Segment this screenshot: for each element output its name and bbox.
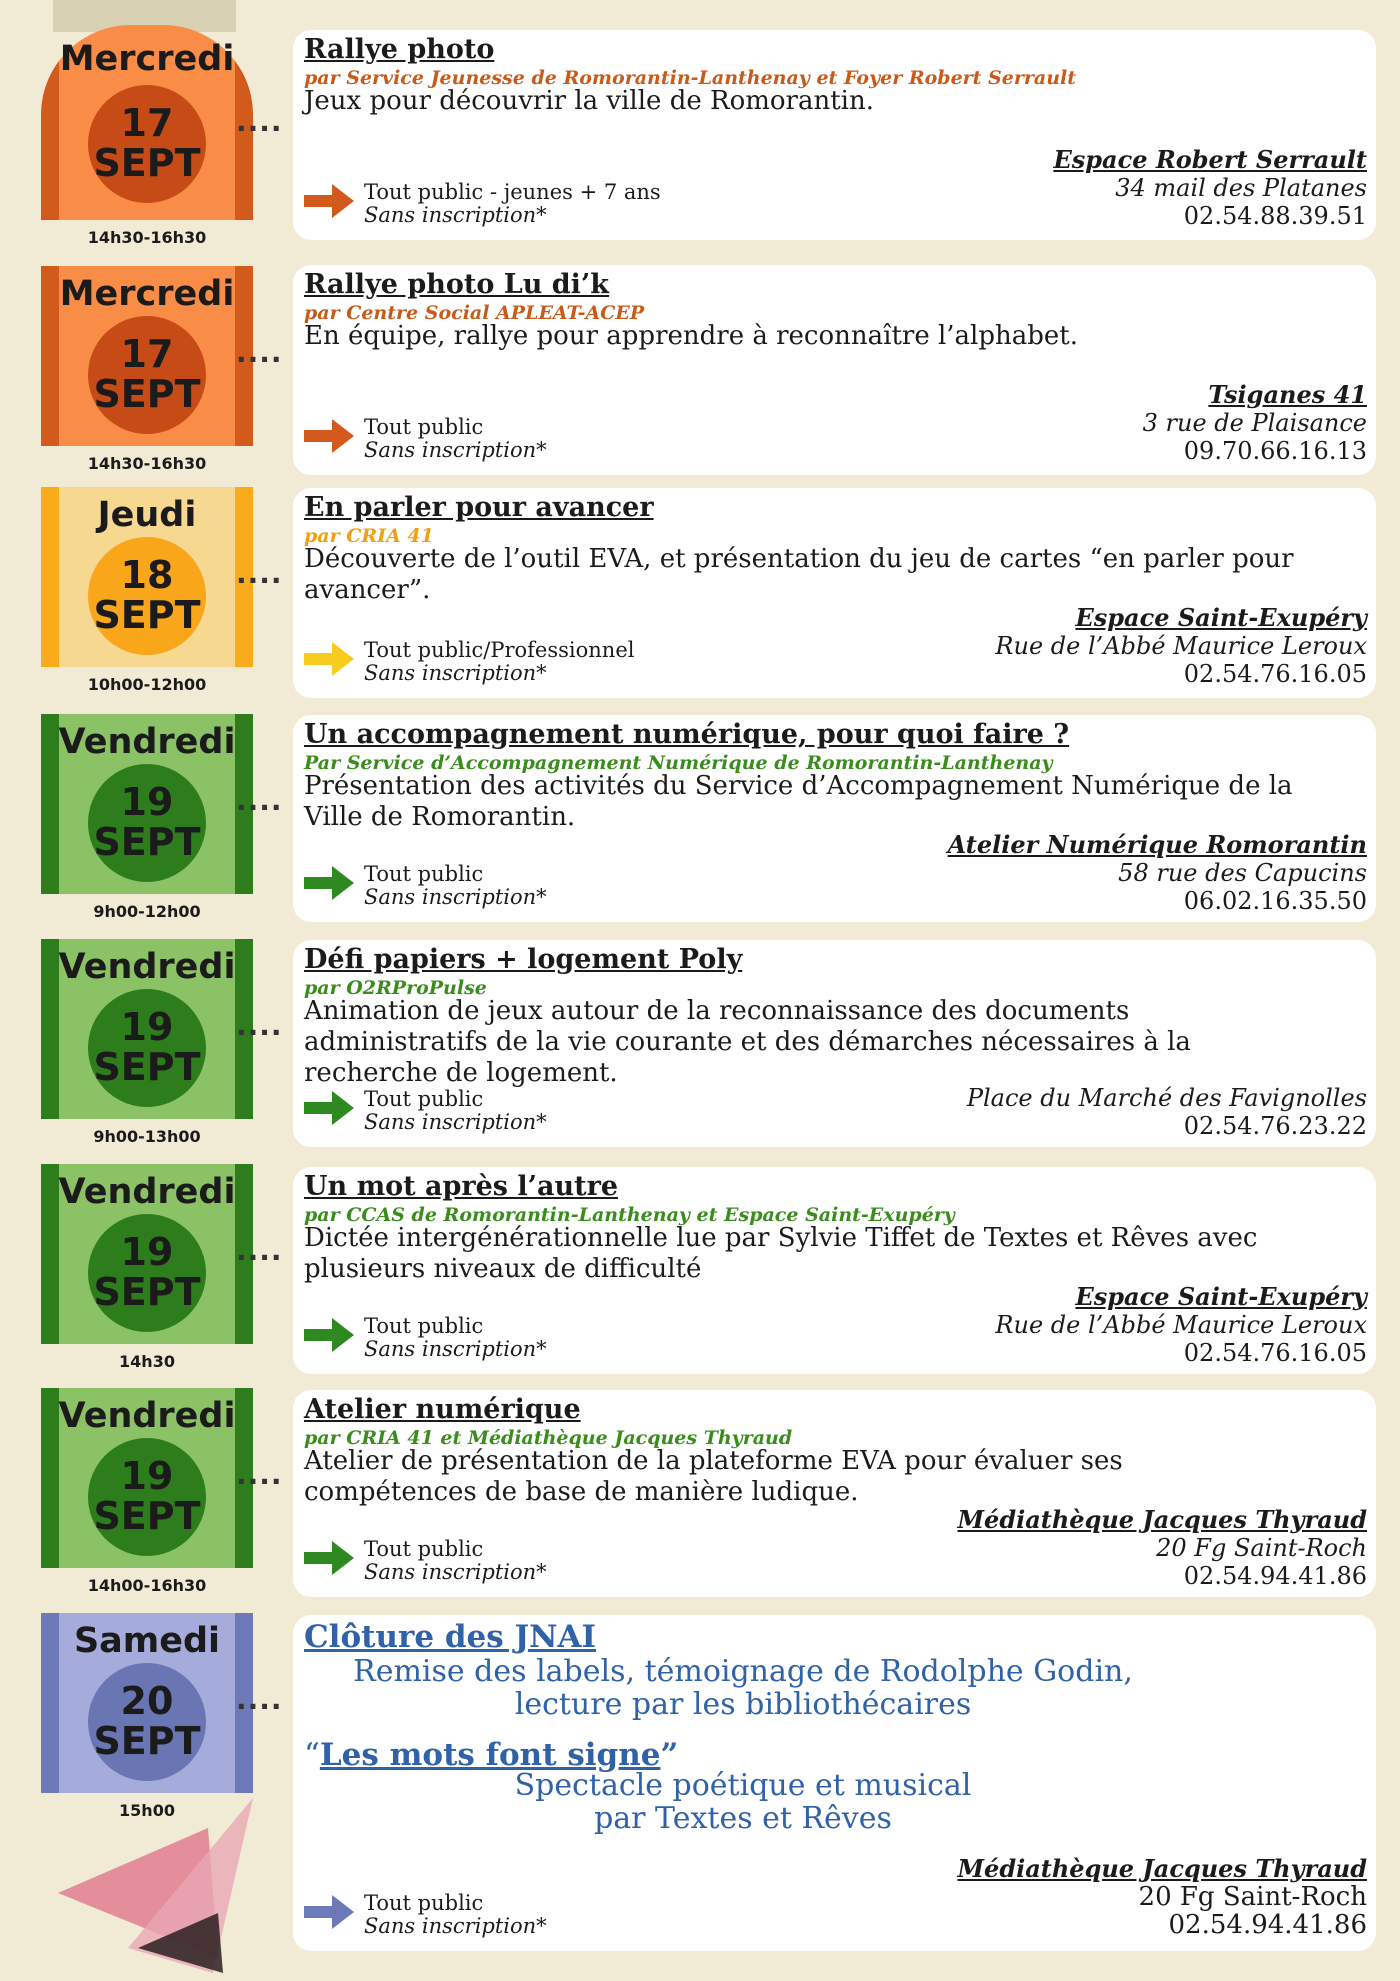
location-place: Tsiganes 41: [1208, 380, 1367, 409]
event-description: Atelier de présentation de la plateforme EVA pour évaluer ses compétences de base de manière ludique.: [304, 1446, 1123, 1507]
location-phone: 09.70.66.16.13: [1183, 437, 1367, 465]
location-address: Rue de l’Abbé Maurice Leroux: [995, 1311, 1367, 1339]
triangle-decoration-icon: [58, 1798, 258, 1973]
event-description: Jeux pour découvrir la ville de Romorantin.: [304, 86, 874, 116]
event-title: Rallye photo Lu di’k: [304, 269, 609, 300]
date-time: 9h00-12h00: [93, 902, 201, 921]
location-place: Atelier Numérique Romorantin: [947, 830, 1367, 859]
connector-dots: ....: [236, 557, 283, 590]
date-circle: [88, 85, 206, 203]
connector-dots: ....: [236, 1683, 283, 1716]
event-location: [1053, 146, 1367, 230]
location-address: 20 Fg Saint-Roch: [1156, 1534, 1367, 1562]
date-day: Jeudi: [97, 495, 197, 535]
event-audience: [364, 863, 547, 909]
connector-dots: ....: [236, 105, 283, 138]
location-phone: 02.54.76.23.22: [1183, 1112, 1367, 1140]
inscription-label: Sans inscription*: [364, 203, 547, 227]
location-place: Médiathèque Jacques Thyraud: [957, 1854, 1367, 1883]
event-audience: [364, 1538, 547, 1584]
inscription-label: Sans inscription*: [364, 661, 547, 685]
date-day: Vendredi: [58, 947, 236, 987]
event-card: [293, 30, 1376, 240]
date-day: Mercredi: [59, 274, 235, 314]
date-month: SEPT: [93, 593, 201, 637]
event-description: Découverte de l’outil EVA, et présentation du jeu de cartes “en parler pour avancer”.: [304, 544, 1294, 605]
audience-label: Tout public: [364, 1314, 484, 1338]
event-card: [293, 488, 1376, 698]
location-phone: 06.02.16.35.50: [1183, 887, 1367, 915]
inscription-label: Sans inscription*: [364, 1110, 547, 1134]
event-organizer: par CRIA 41: [304, 525, 434, 547]
date-day: Samedi: [73, 1621, 221, 1661]
arrow-right-icon: [304, 1541, 354, 1575]
event-title: Défi papiers + logement Poly: [304, 944, 743, 975]
date-month: SEPT: [93, 820, 201, 864]
arrow-right-icon: [304, 419, 354, 453]
event-card: [293, 265, 1376, 475]
date-number: 19: [120, 1454, 174, 1499]
event-description: Dictée intergénérationnelle lue par Sylvie Tiffet de Textes et Rêves avec plusieurs niveaux de difficulté: [304, 1223, 1258, 1284]
event-location: [995, 1283, 1367, 1367]
event-location: [1143, 381, 1367, 465]
arrow-right-icon: [304, 866, 354, 900]
location-address: 58 rue des Capucins: [1118, 859, 1367, 887]
date-time: 10h00-12h00: [87, 675, 207, 694]
event-organizer: par Centre Social APLEAT-ACEP: [304, 302, 645, 324]
inscription-label: Sans inscription*: [364, 438, 547, 462]
location-place: Espace Robert Serrault: [1053, 145, 1367, 174]
inscription-label: Sans inscription*: [364, 1914, 547, 1938]
arrow-right-icon: [304, 184, 354, 218]
connector-dots: ....: [236, 1009, 283, 1042]
date-time: 14h00-16h30: [87, 1576, 207, 1595]
inscription-label: Sans inscription*: [364, 1337, 547, 1361]
date-time: 14h30: [119, 1352, 175, 1371]
location-phone: 02.54.76.16.05: [1183, 1339, 1367, 1367]
inscription-label: Sans inscription*: [364, 1560, 547, 1584]
event-organizer: Par Service d’Accompagnement Numérique de Romorantin-Lanthenay: [304, 752, 1053, 774]
location-address: 20 Fg Saint-Roch: [1138, 1882, 1367, 1912]
event-card: [293, 1167, 1376, 1374]
date-day: Vendredi: [58, 1396, 236, 1436]
audience-label: Tout public: [364, 1087, 484, 1111]
date-month: SEPT: [93, 141, 201, 185]
show-description: Spectacle poétique et musical par Textes et Rêves: [514, 1768, 972, 1836]
date-number: 18: [120, 553, 174, 598]
date-time: 14h30-16h30: [87, 228, 207, 247]
connector-dots: ....: [236, 784, 283, 817]
event-card: [293, 1390, 1376, 1597]
date-circle: [88, 764, 206, 882]
location-address: 34 mail des Platanes: [1115, 174, 1367, 202]
show-title-text: Les mots font signe: [319, 1737, 661, 1773]
date-day: Mercredi: [59, 39, 235, 79]
event-card: [293, 1615, 1376, 1951]
connector-dots: ....: [236, 1458, 283, 1491]
event-audience: [364, 1088, 547, 1134]
date-day: Vendredi: [58, 722, 236, 762]
location-place: Place du Marché des Favignolles: [966, 1084, 1367, 1112]
audience-label: Tout public/Professionnel: [364, 638, 635, 662]
event-location: [995, 604, 1367, 688]
event-audience: [364, 416, 547, 462]
connector-dots: ....: [236, 1234, 283, 1267]
arrow-right-icon: [304, 1091, 354, 1125]
location-phone: 02.54.94.41.86: [1168, 1910, 1367, 1940]
event-organizer: par CRIA 41 et Médiathèque Jacques Thyraud: [304, 1427, 793, 1449]
date-month: SEPT: [93, 1045, 201, 1089]
event-organizer: par CCAS de Romorantin-Lanthenay et Espace Saint-Exupéry: [304, 1204, 955, 1226]
date-number: 19: [120, 1005, 174, 1050]
arrow-right-icon: [304, 1318, 354, 1352]
event-card: [293, 940, 1376, 1147]
event-description: Animation de jeux autour de la reconnaissance des documents administratifs de la vie courante et des démarches nécessaires à la recherche de logement.: [304, 996, 1191, 1088]
location-phone: 02.54.94.41.86: [1183, 1562, 1367, 1590]
date-month: SEPT: [93, 1494, 201, 1538]
location-place: Espace Saint-Exupéry: [1075, 1282, 1367, 1311]
event-audience: [364, 1315, 547, 1361]
quote-close: ”: [660, 1737, 679, 1773]
event-title: Atelier numérique: [304, 1394, 581, 1425]
event-description: Présentation des activités du Service d’Accompagnement Numérique de la Ville de Romorantin.: [304, 771, 1293, 832]
event-location: [957, 1506, 1367, 1590]
arrow-right-icon: [304, 642, 354, 676]
date-number: 19: [120, 780, 174, 825]
arrow-right-icon: [304, 1895, 354, 1929]
event-description: En équipe, rallye pour apprendre à reconnaître l’alphabet.: [304, 321, 1079, 351]
inscription-label: Sans inscription*: [364, 885, 547, 909]
location-address: Rue de l’Abbé Maurice Leroux: [995, 632, 1367, 660]
event-organizer: par O2RProPulse: [304, 977, 487, 999]
date-circle: [88, 1663, 206, 1781]
date-circle: [88, 989, 206, 1107]
date-number: 20: [120, 1679, 174, 1724]
audience-label: Tout public: [364, 862, 484, 886]
date-time: 15h00: [119, 1801, 175, 1820]
audience-label: Tout public: [364, 1537, 484, 1561]
event-title: Rallye photo: [304, 34, 495, 65]
quote-open: “: [304, 1737, 320, 1773]
event-organizer: par Service Jeunesse de Romorantin-Lanthenay et Foyer Robert Serrault: [304, 67, 1077, 89]
date-time: 14h30-16h30: [87, 454, 207, 473]
event-title: En parler pour avancer: [304, 492, 654, 523]
audience-label: Tout public: [364, 415, 484, 439]
location-phone: 02.54.88.39.51: [1183, 202, 1367, 230]
event-audience: [364, 181, 661, 227]
location-place: Médiathèque Jacques Thyraud: [957, 1505, 1367, 1534]
audience-label: Tout public - jeunes + 7 ans: [364, 180, 661, 204]
location-phone: 02.54.76.16.05: [1183, 660, 1367, 688]
location-address: 3 rue de Plaisance: [1142, 409, 1367, 437]
location-place: Espace Saint-Exupéry: [1075, 603, 1367, 632]
date-circle: [88, 316, 206, 434]
event-audience: [364, 639, 634, 685]
event-title: Un mot après l’autre: [304, 1171, 619, 1202]
event-location: [948, 831, 1367, 915]
date-time: 9h00-13h00: [93, 1127, 201, 1146]
date-circle: [88, 537, 206, 655]
date-circle: [88, 1214, 206, 1332]
event-subtitle: Remise des labels, témoignage de Rodolphe Godin, lecture par les bibliothécaires: [353, 1654, 1133, 1722]
date-day: Vendredi: [58, 1172, 236, 1212]
event-location: [957, 1855, 1367, 1939]
date-month: SEPT: [93, 1270, 201, 1314]
date-number: 17: [120, 101, 174, 146]
date-month: SEPT: [93, 372, 201, 416]
event-card: [293, 715, 1376, 922]
date-month: SEPT: [93, 1719, 201, 1763]
connector-dots: ....: [236, 336, 283, 369]
event-title: Clôture des JNAI: [304, 1619, 597, 1655]
event-audience: [364, 1892, 547, 1938]
date-number: 19: [120, 1230, 174, 1275]
audience-label: Tout public: [364, 1891, 484, 1915]
event-title: Un accompagnement numérique, pour quoi faire ?: [304, 719, 1070, 750]
event-location: [967, 1084, 1367, 1140]
date-circle: [88, 1438, 206, 1556]
date-number: 17: [120, 332, 174, 377]
